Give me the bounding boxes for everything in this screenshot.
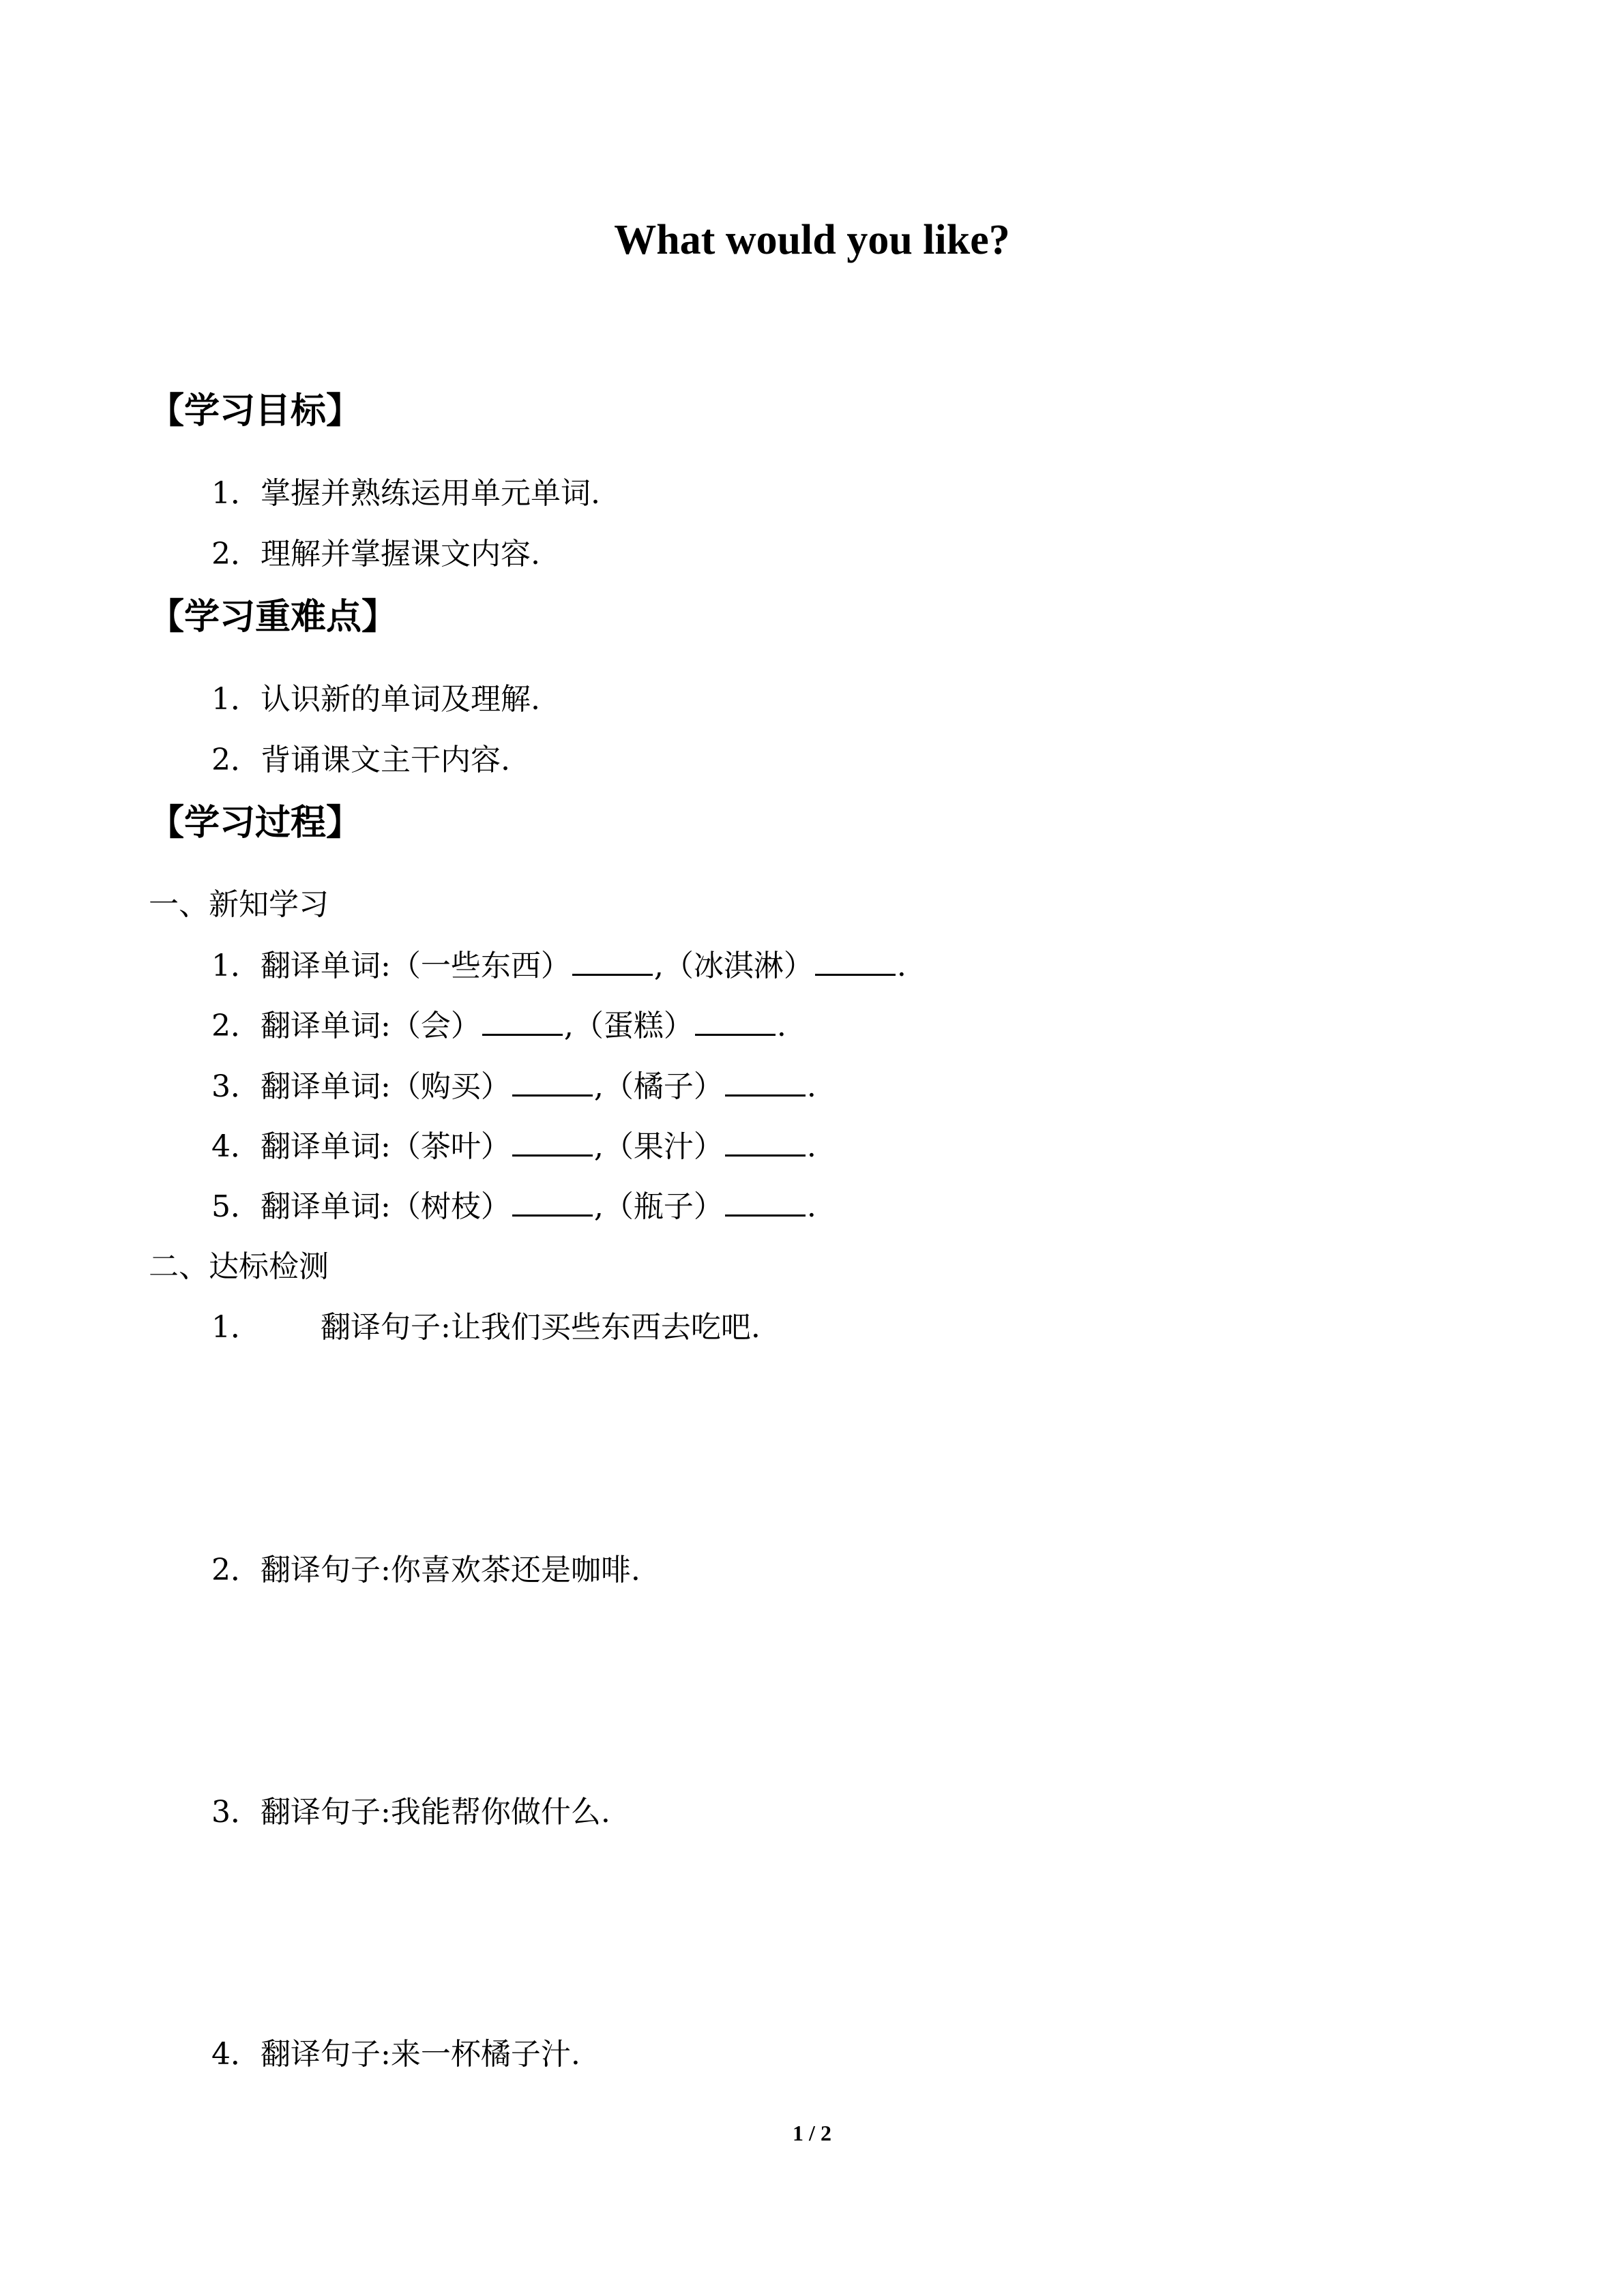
vocab-prompt: ,（瓶子）: [593, 1189, 724, 1224]
objective-item: 1．掌握并熟练运用单元单词.: [211, 476, 600, 511]
answer-blank[interactable]: [725, 1067, 806, 1097]
item-number: 4．: [211, 2037, 261, 2072]
item-number: 1．: [211, 1310, 261, 1345]
sentence-prompt: 翻译句子:让我们买些东西去吃吧.: [321, 1310, 761, 1345]
answer-blank[interactable]: [725, 1127, 806, 1157]
page-number: 1 / 2: [793, 2121, 831, 2145]
page-title: What would you like?: [614, 217, 1010, 263]
item-number: 2．: [211, 1553, 261, 1587]
vocab-end: .: [776, 1009, 786, 1043]
objective-item: 2．理解并掌握课文内容.: [211, 537, 540, 571]
vocab-item: [211, 1187, 816, 1227]
key-point-item: 2．背诵课文主干内容.: [211, 743, 510, 777]
key-points-heading: 【学习重难点】: [149, 596, 398, 638]
answer-blank[interactable]: [482, 1007, 563, 1036]
sentence-prompt: 翻译句子:你喜欢茶还是咖啡.: [261, 1553, 640, 1587]
vocab-prompt: ,（橘子）: [593, 1069, 724, 1104]
vocab-end: .: [806, 1069, 816, 1104]
vocab-prompt: 4．翻译单词:（茶叶）: [211, 1129, 511, 1164]
vocab-item: [211, 1006, 786, 1047]
vocab-prompt: ,（果汁）: [593, 1129, 724, 1164]
vocab-end: .: [896, 949, 906, 983]
objectives-heading: 【学习目标】: [149, 390, 362, 432]
answer-blank[interactable]: [695, 1007, 776, 1036]
sentence-prompt: 翻译句子:来一杯橘子汁.: [261, 2037, 580, 2072]
vocab-prompt: 2．翻译单词:（会）: [211, 1009, 481, 1043]
sentence-item: [211, 1792, 610, 1833]
vocab-item: [211, 1067, 816, 1107]
key-point-item: 1．认识新的单词及理解.: [211, 682, 540, 717]
answer-blank[interactable]: [725, 1187, 806, 1217]
vocab-item: [211, 946, 906, 987]
vocab-prompt: 5．翻译单词:（树枝）: [211, 1189, 511, 1224]
answer-blank[interactable]: [512, 1187, 593, 1217]
answer-blank[interactable]: [512, 1067, 593, 1097]
sentence-prompt: 翻译句子:我能帮你做什么.: [261, 1795, 610, 1830]
vocab-prompt: ,（冰淇淋）: [653, 949, 814, 983]
vocab-end: .: [806, 1189, 816, 1224]
answer-blank[interactable]: [815, 946, 896, 976]
process-heading: 【学习过程】: [149, 802, 362, 844]
vocab-item: [211, 1127, 816, 1167]
sentence-item: [211, 1550, 640, 1591]
sentence-item: [211, 2034, 580, 2075]
part2-heading: 二、达标检测: [149, 1249, 329, 1284]
answer-blank[interactable]: [512, 1127, 593, 1157]
vocab-prompt: 1．翻译单词:（一些东西）: [211, 949, 571, 983]
item-number: 3．: [211, 1795, 261, 1830]
sentence-item: [211, 1307, 761, 1348]
vocab-prompt: 3．翻译单词:（购买）: [211, 1069, 511, 1104]
vocab-end: .: [806, 1129, 816, 1164]
vocab-prompt: ,（蛋糕）: [563, 1009, 694, 1043]
part1-heading: 一、新知学习: [149, 887, 329, 922]
answer-blank[interactable]: [572, 946, 653, 976]
